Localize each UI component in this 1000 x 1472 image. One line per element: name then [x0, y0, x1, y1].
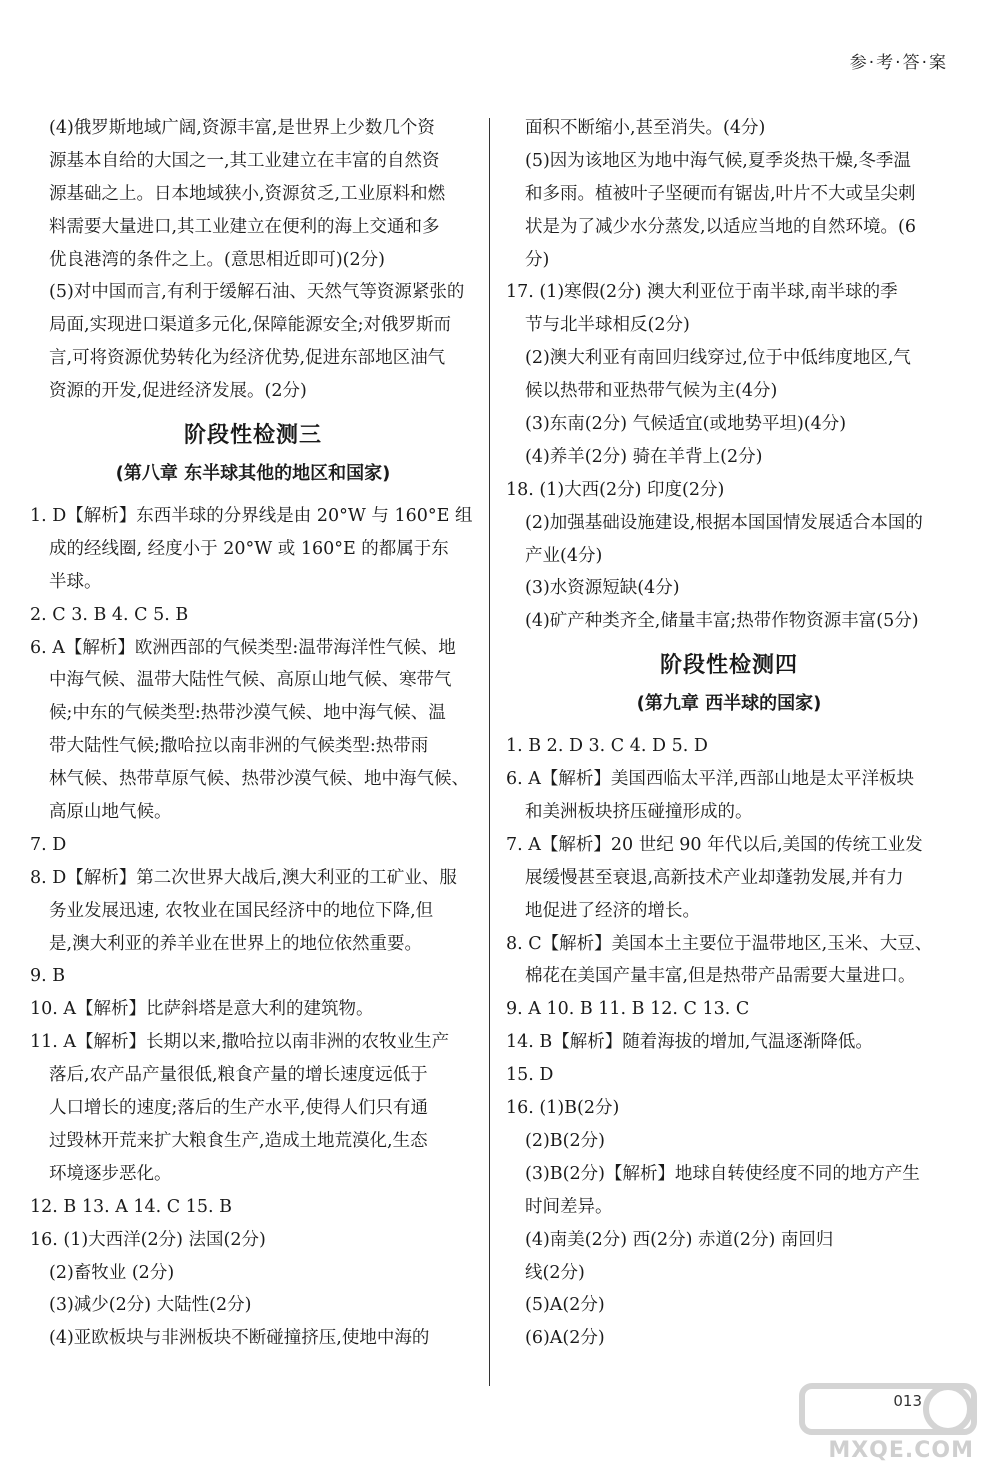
answer-line: 7. D	[30, 834, 67, 855]
answer-line: (2)加强基础设施建设,根据本国国情发展适合本国的	[525, 512, 923, 533]
answer-line: 9. B	[30, 966, 66, 987]
answer-line: 源基本自给的大国之一,其工业建立在丰富的自然资	[49, 150, 440, 171]
answer-line: (3)B(2分)【解析】地球自转使经度不同的地方产生	[525, 1163, 920, 1184]
answer-line: 和多雨。植被叶子坚硬而有锯齿,叶片不大或呈尖刺	[525, 183, 916, 204]
answer-line: 高原山地气候。	[49, 802, 172, 823]
answer-line: 节与北半球相反(2分)	[525, 315, 690, 336]
answer-line: (4)南美(2分) 西(2分) 赤道(2分) 南回归	[525, 1229, 834, 1250]
answer-line: (5)A(2分)	[525, 1295, 605, 1316]
answer-line: 人口增长的速度;落后的生产水平,使得人们只有通	[49, 1098, 428, 1119]
answer-line: (5)对中国而言,有利于缓解石油、天然气等资源紧张的	[49, 282, 465, 303]
answer-line: 候以热带和亚热带气候为主(4分)	[525, 381, 778, 402]
answer-line: 展缓慢甚至衰退,高新技术产业却蓬勃发展,并有力	[525, 867, 904, 888]
answer-line: 1. D【解析】东西半球的分界线是由 20°W 与 160°E 组	[30, 506, 473, 527]
answer-line: 18. (1)大西(2分) 印度(2分)	[506, 479, 725, 500]
answer-line: 环境逐步恶化。	[49, 1163, 172, 1184]
watermark-text: MXQE.COM	[828, 1438, 974, 1463]
right-answers-part1	[506, 112, 952, 638]
answer-line: (4)亚欧板块与非洲板块不断碰撞挤压,使地中海的	[49, 1328, 430, 1349]
answer-line: 7. A【解析】20 世纪 90 年代以后,美国的传统工业发	[506, 834, 923, 855]
answer-line: 17. (1)寒假(2分) 澳大利亚位于南半球,南半球的季	[506, 282, 898, 303]
section-title-4: 阶段性检测四	[659, 653, 798, 679]
answer-line: 中海气候、温带大陆性气候、高原山地气候、寒带气	[49, 670, 452, 691]
answer-line: 资源的开发,促进经济发展。(2分)	[49, 381, 307, 402]
answer-line: (4)养羊(2分) 骑在羊背上(2分)	[525, 446, 763, 467]
answer-line: (2)B(2分)	[525, 1130, 605, 1151]
right-answers-part2	[506, 730, 952, 1355]
left-answers-part1	[30, 112, 476, 408]
answer-line: 落后,农产品产量很低,粮食产量的增长速度远低于	[49, 1065, 428, 1086]
answer-line: 局面,实现进口渠道多元化,保障能源安全;对俄罗斯而	[49, 315, 452, 336]
answer-line: 务业发展迅速, 农牧业在国民经济中的地位下降,但	[49, 900, 434, 921]
answer-line: (2)澳大利亚有南回归线穿过,位于中低纬度地区,气	[525, 348, 911, 369]
answer-line: 言,可将资源优势转化为经济优势,促进东部地区油气	[49, 348, 446, 369]
answer-line: 2. C 3. B 4. C 5. B	[30, 604, 189, 625]
answer-line: 优良港湾的条件之上。(意思相近即可)(2分)	[49, 249, 385, 270]
answer-line: 6. A【解析】欧洲西部的气候类型:温带海洋性气候、地	[30, 637, 456, 658]
answer-line: 带大陆性气候;撒哈拉以南非洲的气候类型:热带雨	[49, 736, 429, 757]
answer-line: (4)矿产种类齐全,储量丰富;热带作物资源丰富(5分)	[525, 611, 919, 632]
answer-line: 候;中东的气候类型:热带沙漠气候、地中海气候、温	[49, 703, 446, 724]
answer-line: 状是为了减少水分蒸发,以适应当地的自然环境。(6	[525, 216, 917, 237]
answer-line: 时间差异。	[525, 1196, 613, 1217]
answer-line: 和美洲板块挤压碰撞形成的。	[525, 802, 753, 823]
answer-line: 11. A【解析】长期以来,撒哈拉以南非洲的农牧业生产	[30, 1032, 450, 1053]
answer-line: 料需要大量进口,其工业建立在便利的海上交通和多	[49, 216, 440, 237]
page-header: 参·考·答·案	[849, 53, 948, 73]
answer-line: 面积不断缩小,甚至消失。(4分)	[525, 118, 766, 138]
page-number: 013	[893, 1392, 922, 1410]
answer-line: 成的经线圈, 经度小于 20°W 或 160°E 的都属于东	[49, 538, 449, 559]
answer-line: 半球。	[49, 571, 102, 592]
answer-line: 线(2分)	[525, 1262, 585, 1283]
section-subtitle-3: (第八章 东半球其他的地区和国家)	[115, 463, 391, 485]
answer-line: 8. D【解析】第二次世界大战后,澳大利亚的工矿业、服	[30, 867, 457, 888]
answer-line: 源基础之上。日本地域狭小,资源贫乏,工业原料和燃	[49, 183, 446, 204]
answer-line: 过毁林开荒来扩大粮食生产,造成土地荒漠化,生态	[49, 1130, 428, 1151]
answer-line: (5)因为该地区为地中海气候,夏季炎热干燥,冬季温	[525, 150, 911, 171]
right-column	[506, 112, 952, 1355]
left-column	[30, 112, 476, 1355]
answer-line: 产业(4分)	[525, 545, 603, 566]
section-title-3: 阶段性检测三	[183, 423, 322, 449]
answer-line: 6. A【解析】美国西临太平洋,西部山地是太平洋板块	[506, 769, 914, 790]
answer-line: 16. (1)B(2分)	[506, 1098, 620, 1119]
answer-line: (4)俄罗斯地域广阔,资源丰富,是世界上少数几个资	[49, 118, 435, 138]
answer-line: (2)畜牧业 (2分)	[49, 1262, 175, 1283]
column-divider	[489, 118, 490, 1386]
answer-line: 1. B 2. D 3. C 4. D 5. D	[506, 736, 708, 757]
answer-line: (3)东南(2分) 气候适宜(或地势平坦)(4分)	[525, 414, 847, 435]
answer-line: (6)A(2分)	[525, 1328, 605, 1349]
answer-line: 16. (1)大西洋(2分) 法国(2分)	[30, 1229, 266, 1250]
answer-line: 15. D	[506, 1065, 554, 1086]
answer-line: 14. B【解析】随着海拔的增加,气温逐渐降低。	[506, 1032, 873, 1053]
answer-line: 12. B 13. A 14. C 15. B	[30, 1196, 233, 1217]
answer-line: 林气候、热带草原气候、热带沙漠气候、地中海气候、	[49, 769, 469, 790]
section-subtitle-4: (第九章 西半球的国家)	[636, 693, 822, 715]
left-answers-part2	[30, 500, 476, 1355]
answer-line: 8. C【解析】美国本土主要位于温带地区,玉米、大豆、	[506, 933, 933, 954]
answer-line: (3)减少(2分) 大陆性(2分)	[49, 1295, 252, 1316]
answer-line: 分)	[525, 249, 550, 270]
answer-line: 9. A 10. B 11. B 12. C 13. C	[506, 999, 750, 1020]
answer-line: 棉花在美国产量丰富,但是热带产品需要大量进口。	[525, 966, 916, 987]
answer-line: (3)水资源短缺(4分)	[525, 578, 680, 599]
answer-line: 10. A【解析】比萨斜塔是意大利的建筑物。	[30, 999, 374, 1020]
answer-line: 地促进了经济的增长。	[525, 900, 700, 921]
answer-line: 是,澳大利亚的养羊业在世界上的地位依然重要。	[49, 933, 423, 954]
